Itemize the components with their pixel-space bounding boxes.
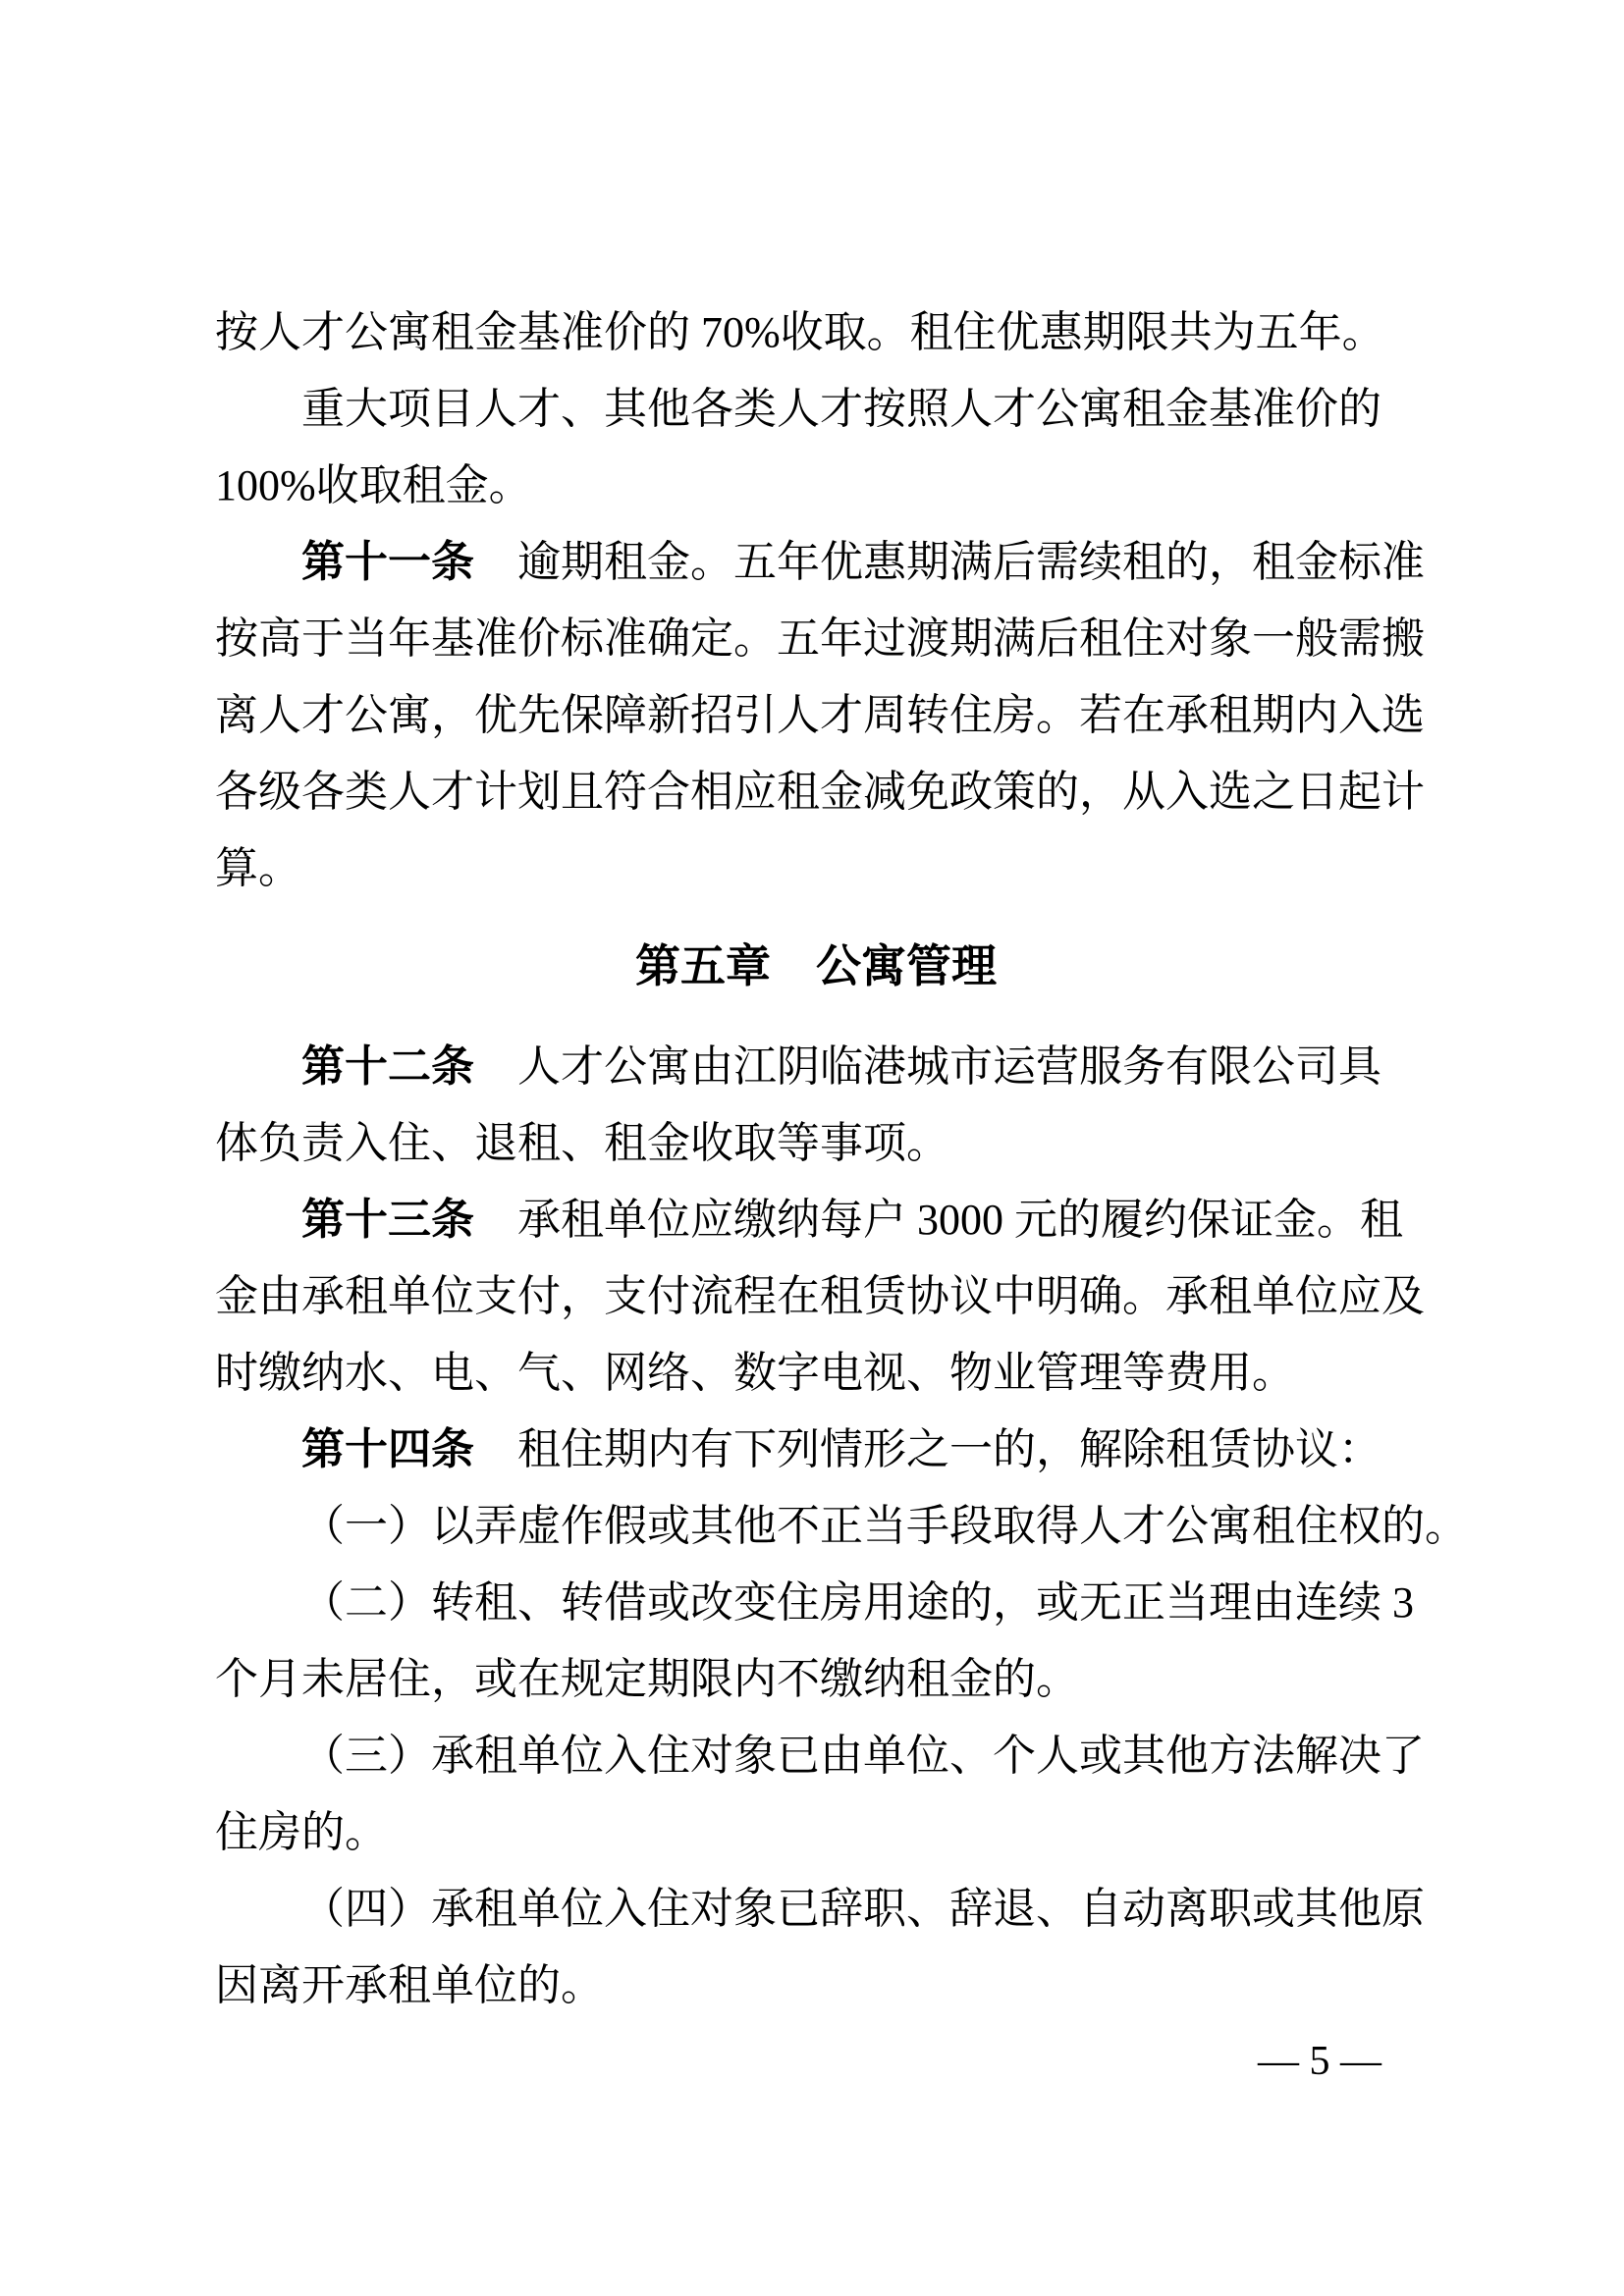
page-content <box>215 294 1468 2024</box>
paragraph-major-talent: 重大项目人才、其他各类人才按照人才公寓租金基准价的 100%收取租金。 <box>215 385 1381 509</box>
paragraph-article-12 <box>215 1029 1417 1182</box>
page-number: — 5 — <box>1258 2039 1381 2084</box>
paragraph-item-2: （二）转租、转借或改变住房用途的，或无正当理由连续 3 个月未居住，或在规定期限内不缴纳租金的。 <box>215 1578 1414 1703</box>
paragraph-continuation: 按人才公寓租金基准价的 70%收取。租住优惠期限共为五年。 <box>215 308 1385 356</box>
article-13-label: 第十三条 <box>301 1196 474 1244</box>
article-12-text: 人才公寓由江阴临港城市运营服务有限公司具 体负责入住、退租、租金收取等事项。 <box>215 1042 1381 1167</box>
article-13-text: 承租单位应缴纳每户 3000 元的履约保证金。租 金由承租单位支付，支付流程在租赁协议中明确。承租单位应及 时缴纳水、电、气、网络、数字电视、物业管理等费用。 <box>215 1196 1425 1397</box>
paragraph-item-4: （四）承租单位入住对象已辞职、辞退、自动离职或其他原 因离开承租单位的。 <box>215 1885 1425 2009</box>
article-14-text: 租住期内有下列情形之一的，解除租赁协议： <box>474 1425 1381 1473</box>
paragraph-article-13 <box>215 1182 1425 1412</box>
article-11-label: 第十一条 <box>301 538 474 586</box>
chapter-heading: 第五章 公寓管理 <box>635 940 997 991</box>
article-12-label: 第十二条 <box>301 1042 474 1091</box>
article-14-label: 第十四条 <box>301 1425 474 1473</box>
paragraph-article-14 <box>215 1412 1417 1488</box>
paragraph-item-1: （一）以弄虚作假或其他不正当手段取得人才公寓租住权的。 <box>301 1502 1468 1550</box>
article-11-text: 逾期租金。五年优惠期满后需续租的，租金标准 按高于当年基准价标准确定。五年过渡期满后租住对象一般需搬 离人才公寓，优先保障新招引人才周转住房。若在承租期内入选 各级各类人才计划且符合相应租金减免政策的，从入选之日起计 算。 <box>215 538 1425 892</box>
paragraph-article-11 <box>215 524 1425 907</box>
paragraph-item-3: （三）承租单位入住对象已由单位、个人或其他方法解决了 住房的。 <box>215 1732 1425 1856</box>
